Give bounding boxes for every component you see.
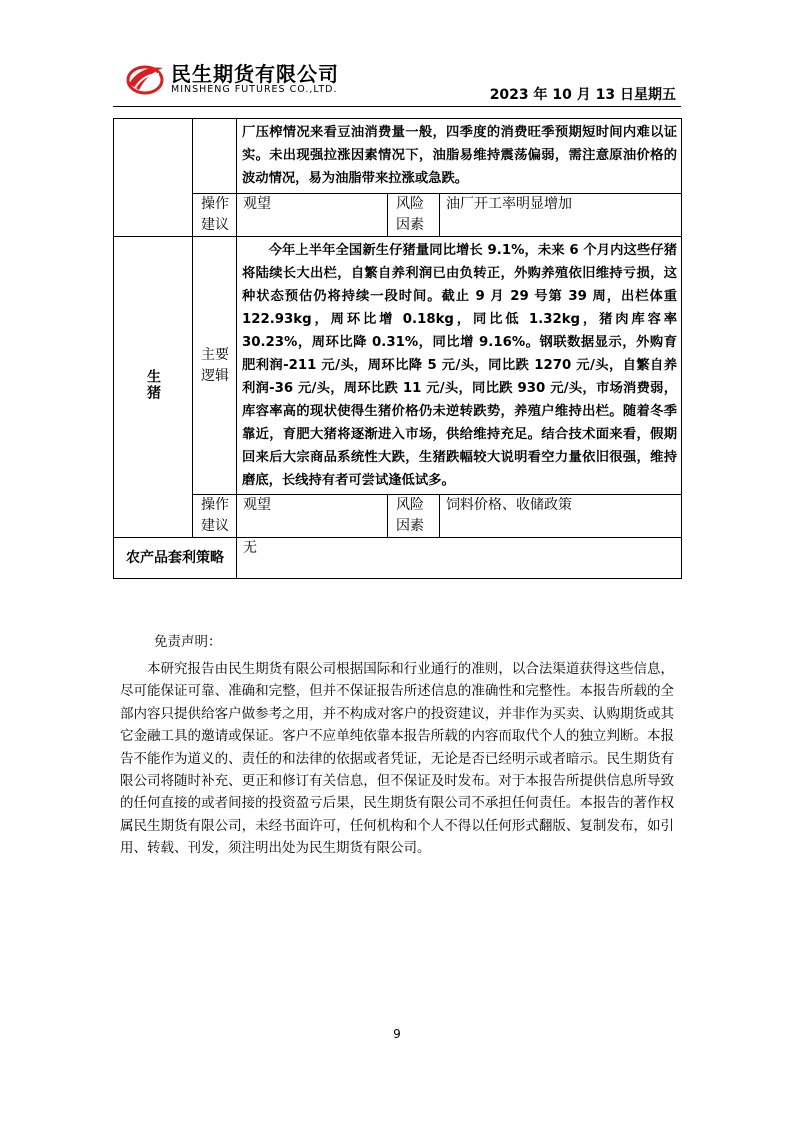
table-row-strategy [114, 538, 682, 579]
disclaimer-title: 免责声明： [154, 634, 222, 650]
company-name-en: MINSHENG FUTURES CO.,LTD. [171, 84, 338, 95]
strategy-value: 无 [237, 538, 682, 579]
hog-logic-text: 今年上半年全国新生仔猪量同比增长 9.1%，未来 6 个月内这些仔猪将陆续长大出栏，自繁自养利润已由负转正，外购养殖依旧维持亏损，这种状态预估仍将持续一段时间。截止 9 月 29 号第 39 周，出栏体重 122.93kg，周环比增 0.18kg，同比低 1.32kg，猪肉库容率 30.23%，周环比降 0.31%，同比增 9.16%。钢联数据显示，外购育肥利润-211 元/头，周环比降 5 元/头，同比跌 1270 元/头，自繁自养利润-36 元/头，周环比跌 11 元/头，同比跌 930 元/头，市场消费弱，库容率高的现状使得生猪价格仍未逆转跌势，养殖户维持出栏。随着冬季靠近，育肥大猪将逐渐进入市场，供给维持充足。结合技术面来看，假期回来后大宗商品系统性大跌，生猪跌幅较大说明看空力量依旧很强，维持磨底，长线持有者可尝试逢低试多。 [237, 237, 682, 495]
hog-risk-label: 风险因素 [388, 495, 440, 538]
category-cell-oil [114, 119, 193, 237]
oil-risk-label: 风险因素 [388, 194, 440, 237]
header-divider [113, 106, 681, 107]
table-row-hog-op [114, 495, 682, 538]
hog-risk-value: 饲料价格、收储政策 [440, 495, 682, 538]
table-row-oil-op [114, 194, 682, 237]
oil-op-label: 操作建议 [193, 194, 237, 237]
category-label-hog: 生猪 [145, 369, 161, 401]
oil-risk-value: 油厂开工率明显增加 [440, 194, 682, 237]
analysis-table [113, 118, 682, 579]
strategy-label: 农产品套利策略 [114, 538, 237, 579]
page-header [0, 0, 794, 120]
sub-label-cell-empty [193, 119, 237, 194]
page-number: 9 [393, 1027, 401, 1041]
table-row-oil-logic [114, 119, 682, 194]
hog-logic-label: 主要逻辑 [193, 237, 237, 495]
oil-op-value: 观望 [237, 194, 388, 237]
table-row-hog-logic [114, 237, 682, 495]
hog-op-value: 观望 [237, 495, 388, 538]
hog-op-label: 操作建议 [193, 495, 237, 538]
disclaimer-body: 本研究报告由民生期货有限公司根据国际和行业通行的准则，以合法渠道获得这些信息，尽可能保证可靠、准确和完整，但并不保证报告所述信息的准确性和完整性。本报告所载的全部内容只提供给客户做参考之用，并不构成对客户的投资建议，并非作为买卖、认购期货或其它金融工具的邀请或保证。客户不应单纯依靠本报告所载的内容而取代个人的独立判断。本报告不能作为道义的、责任的和法律的依据或者凭证，无论是否已经明示或者暗示。民生期货有限公司将随时补充、更正和修订有关信息，但不保证及时发布。对于本报告所提供信息所导致的任何直接的或者间接的投资盈亏后果，民生期货有限公司不承担任何责任。本报告的著作权属民生期货有限公司，未经书面许可，任何机构和个人不得以任何形式翻版、复制发布，如引用、转载、刊发，须注明出处为民生期货有限公司。 [120, 661, 674, 857]
company-name-cn: 民生期货有限公司 [171, 62, 339, 86]
company-logo [125, 58, 365, 100]
minsheng-logo-icon [125, 60, 165, 98]
category-cell-hog [114, 237, 193, 538]
report-date: 2023 年 10 月 13 日星期五 [489, 87, 676, 103]
oil-logic-text: 厂压榨情况来看豆油消费量一般，四季度的消费旺季预期短时间内难以证实。未出现强拉涨因素情况下，油脂易维持震荡偏弱，需注意原油价格的波动情况，易为油脂带来拉涨或急跌。 [237, 119, 682, 194]
